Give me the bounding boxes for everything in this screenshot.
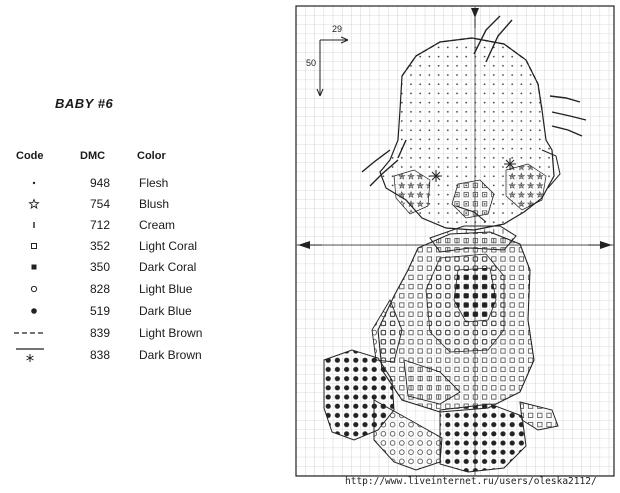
col-marker-label: 29 [332, 24, 343, 34]
star-symbol-icon [24, 194, 44, 214]
filled-circle-symbol-icon [24, 301, 44, 321]
legend-row [0, 173, 280, 193]
open-square-symbol-icon [24, 236, 44, 256]
color-name: Dark Brown [139, 348, 202, 362]
pattern-title: BABY #6 [55, 96, 114, 111]
legend-row [0, 257, 280, 277]
legend-header-dmc: DMC [80, 150, 106, 162]
legend-row [0, 301, 280, 321]
legend-row [0, 279, 280, 299]
legend-row [0, 215, 280, 235]
dashed-line-symbol-icon [10, 323, 50, 343]
color-name: Light Coral [139, 239, 198, 253]
color-name: Blush [139, 197, 170, 211]
watermark-url: http://www.liveinternet.ru/users/oleska2112/ [345, 476, 597, 487]
dmc-number: 519 [90, 304, 111, 318]
dmc-number: 754 [90, 197, 111, 211]
dmc-number: 350 [90, 260, 111, 274]
color-name: Light Brown [139, 326, 203, 340]
dmc-number: 712 [90, 218, 111, 232]
legend-row [0, 236, 280, 256]
legend-header-code: Code [16, 150, 44, 162]
dmc-number: 838 [90, 348, 111, 362]
legend-row [0, 194, 280, 214]
filled-square-symbol-icon [24, 257, 44, 277]
dmc-number: 828 [90, 282, 111, 296]
color-name: Dark Coral [139, 260, 197, 274]
color-name: Cream [139, 218, 176, 232]
color-name: Light Blue [139, 282, 193, 296]
color-legend [0, 0, 280, 493]
legend-header-color: Color [137, 150, 166, 162]
line-asterisk-symbol-icon [10, 345, 50, 365]
tick-symbol-icon [24, 215, 44, 235]
legend-row [0, 323, 280, 343]
dmc-number: 948 [90, 176, 111, 190]
dot-symbol-icon [24, 173, 44, 193]
dmc-number: 352 [90, 239, 111, 253]
dmc-number: 839 [90, 326, 111, 340]
color-name: Flesh [139, 176, 169, 190]
open-circle-symbol-icon [24, 279, 44, 299]
cross-stitch-chart [290, 0, 620, 493]
row-marker-label: 50 [306, 58, 317, 68]
color-name: Dark Blue [139, 304, 192, 318]
legend-row [0, 345, 280, 365]
